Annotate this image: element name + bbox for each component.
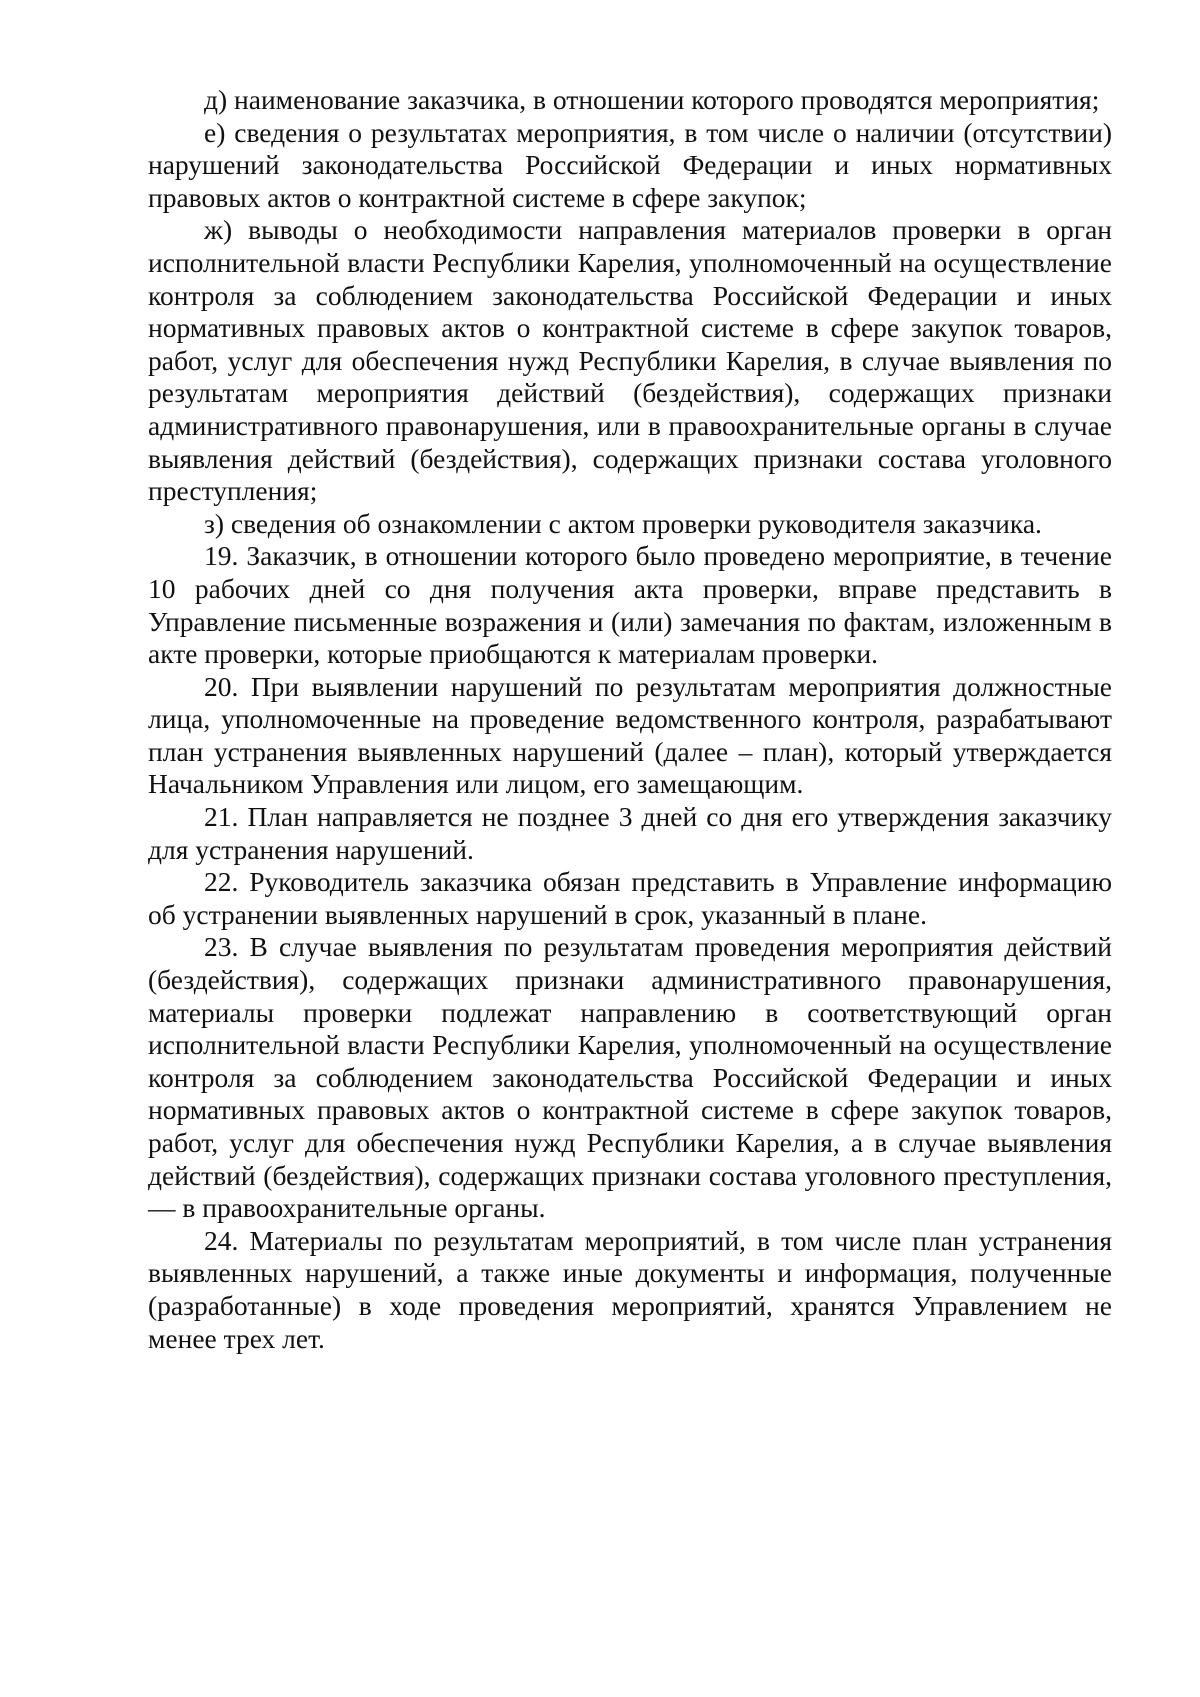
paragraph-clause-19: 19. Заказчик, в отношении которого было проведено мероприятие, в течение 10 рабочих дней со дня получения акта проверки, вправе представить в Управление письменные возражения и (или) замечания по фактам, изложенным в акте проверки, которые приобщаются к материалам проверки. (148, 540, 1112, 670)
paragraph-item-z: з) сведения об ознакомлении с актом проверки руководителя заказчика. (204, 507, 1042, 539)
paragraph-clause-20: 20. При выявлении нарушений по результатам мероприятия должностные лица, уполномоченные на проведение ведомственного контроля, разрабатывают план устранения выявленных нарушений (далее – план), который утверждается Начальником Управления или лицом, его замещающим. (148, 670, 1112, 800)
paragraph-clause-22: 22. Руководитель заказчика обязан представить в Управление информацию об устранении выявленных нарушений в срок, указанный в плане. (148, 866, 1112, 930)
document-body (148, 84, 1112, 1355)
paragraph-item-d: д) наименование заказчика, в отношении которого проводятся мероприятия; (204, 84, 1100, 115)
paragraph-clause-23: 23. В случае выявления по результатам проведения мероприятия действий (бездействия), содержащих признаки административного правонарушения, материалы проверки подлежат направлению в соответствующий орган исполнительной власти Республики Карелия, уполномоченный на осуществление контроля за соблюдением законодательства Российской Федерации и иных нормативных правовых актов о контрактной системе в сфере закупок товаров, работ, услуг для обеспечения нужд Республики Карелия, а в случае выявления действий (бездействия), содержащих признаки состава уголовного преступления, — в правоохранительные органы. (148, 931, 1112, 1224)
paragraph-clause-24: 24. Материалы по результатам мероприятий, в том числе план устранения выявленных нарушений, а также иные документы и информация, полученные (разработанные) в ходе проведения мероприятий, хранятся Управлением не менее трех лет. (148, 1224, 1112, 1354)
paragraph-clause-21: 21. План направляется не позднее 3 дней со дня его утверждения заказчику для устранения нарушений. (148, 801, 1112, 865)
paragraph-item-e: е) сведения о результатах мероприятия, в том числе о наличии (отсутствии) нарушений законодательства Российской Федерации и иных нормативных правовых актов о контрактной системе в сфере закупок; (148, 116, 1112, 213)
paragraph-item-zh: ж) выводы о необходимости направления материалов проверки в орган исполнительной власти Республики Карелия, уполномоченный на осуществление контроля за соблюдением законодательства Российской Федерации и иных нормативных правовых актов о контрактной системе в сфере закупок товаров, работ, услуг для обеспечения нужд Республики Карелия, в случае выявления по результатам мероприятия действий (бездействия), содержащих признаки административного правонарушения, или в правоохранительные органы в случае выявления действий (бездействия), содержащих признаки состава уголовного преступления; (148, 214, 1112, 507)
